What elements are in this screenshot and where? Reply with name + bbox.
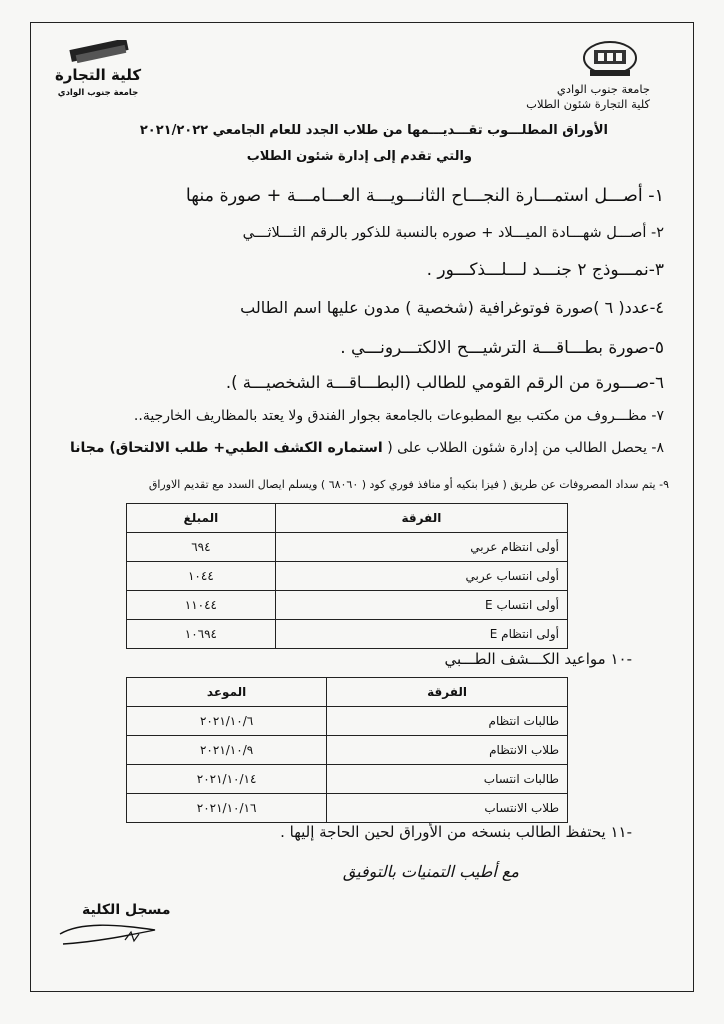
table-header-row: [127, 504, 568, 533]
table-row: [127, 736, 568, 765]
fee-amount: ١٠٤٤: [127, 562, 276, 591]
fees-table: [126, 503, 568, 649]
requirement-10: -١٠ مواعيد الكـــشف الطـــبي: [444, 650, 632, 668]
exam-class: طالبات انتظام: [327, 707, 568, 736]
fee-class: أولى انتساب عربي: [275, 562, 567, 591]
requirement-8-bold: استماره الكشف الطبي+ طلب الالتحاق) مجانا: [69, 440, 383, 456]
fee-amount: ٦٩٤: [127, 533, 276, 562]
table-row: [127, 707, 568, 736]
svg-text:جامعة جنوب الوادي: جامعة جنوب الوادي: [57, 88, 139, 98]
exam-date: ٢٠٢١/١٠/٦: [127, 707, 327, 736]
exam-date: ٢٠٢١/١٠/٩: [127, 736, 327, 765]
requirement-9: ٩- يتم سداد المصروفات عن طريق ( فيزا بنكيه أو منافذ فوري كود ( ٦٨٠٦٠ ) ويسلم ايصال السدد مع تقديم الاوراق: [148, 478, 669, 491]
signer-title: مسجل الكلية: [82, 902, 171, 918]
fee-class: أولى انتساب E: [275, 591, 567, 620]
table-row: [127, 765, 568, 794]
col-header-date: الموعد: [127, 678, 327, 707]
table-row: [127, 620, 568, 649]
requirement-5: ٥-صورة بطـــاقـــة الترشيـــح الالكتـــرونـــي .: [340, 338, 664, 358]
exam-date: ٢٠٢١/١٠/١٦: [127, 794, 327, 823]
exam-class: طلاب الانتساب: [327, 794, 568, 823]
medical-schedule-table: [126, 677, 568, 823]
page-title: الأوراق المطلـــوب تقـــديـــمها من طلاب الجدد للعام الجامعي ٢٠٢١/٢٠٢٢: [139, 123, 608, 138]
exam-class: طلاب الانتظام: [327, 736, 568, 765]
col-header-class: الفرقة: [327, 678, 568, 707]
requirement-8: [70, 440, 664, 456]
table-row: [127, 533, 568, 562]
page-subtitle: والتي تقدم إلى إدارة شئون الطلاب: [246, 149, 472, 164]
fee-class: أولى انتظام عربي: [275, 533, 567, 562]
requirement-7: ٧- مظـــروف من مكتب بيع المطبوعات بالجامعة بجوار الفندق ولا يعتد بالمظاريف الخارجية..: [133, 408, 664, 424]
col-header-class: الفرقة: [275, 504, 567, 533]
svg-text:كلية التجارة: كلية التجارة: [54, 66, 142, 84]
fee-amount: ١١٠٤٤: [127, 591, 276, 620]
table-row: [127, 562, 568, 591]
closing-wishes: مع أطيب التمنيات بالتوفيق: [342, 862, 519, 881]
signature: [55, 912, 165, 952]
table-row: [127, 794, 568, 823]
university-name: جامعة جنوب الوادي: [556, 82, 650, 96]
col-header-amount: المبلغ: [127, 504, 276, 533]
table-header-row: [127, 678, 568, 707]
requirement-8-text: ٨- يحصل الطالب من إدارة شئون الطلاب على (: [387, 440, 664, 456]
table-row: [127, 591, 568, 620]
university-logo: [580, 40, 640, 80]
requirement-4: ٤-عدد( ٦ )صورة فوتوغرافية (شخصية ) مدون عليها اسم الطالب: [240, 298, 664, 317]
requirement-2: ٢- أصـــل شهـــادة الميـــلاد + صوره بالنسبة للذكور بالرقم الثـــلاثـــي: [242, 225, 664, 241]
exam-date: ٢٠٢١/١٠/١٤: [127, 765, 327, 794]
university-header: [526, 82, 650, 112]
requirement-3: ٣-نمـــوذج ٢ جنـــد لـــلـــذكـــور .: [426, 260, 664, 280]
fee-amount: ١٠٦٩٤: [127, 620, 276, 649]
requirement-1: ١- أصـــل استمـــارة النجـــاح الثانـــويـــة العـــامـــة + صورة منها: [185, 186, 664, 206]
requirement-6: ٦-صـــورة من الرقم القومي للطالب (البطـــاقـــة الشخصيـــة ).: [225, 373, 664, 392]
exam-class: طالبات انتساب: [327, 765, 568, 794]
requirement-11: -١١ يحتفظ الطالب بنسخه من الأوراق لحين الحاجة إليها .: [280, 823, 632, 841]
faculty-logo: [52, 40, 142, 100]
fee-class: أولى انتظام E: [275, 620, 567, 649]
department-name: كلية التجارة شئون الطلاب: [526, 97, 650, 111]
